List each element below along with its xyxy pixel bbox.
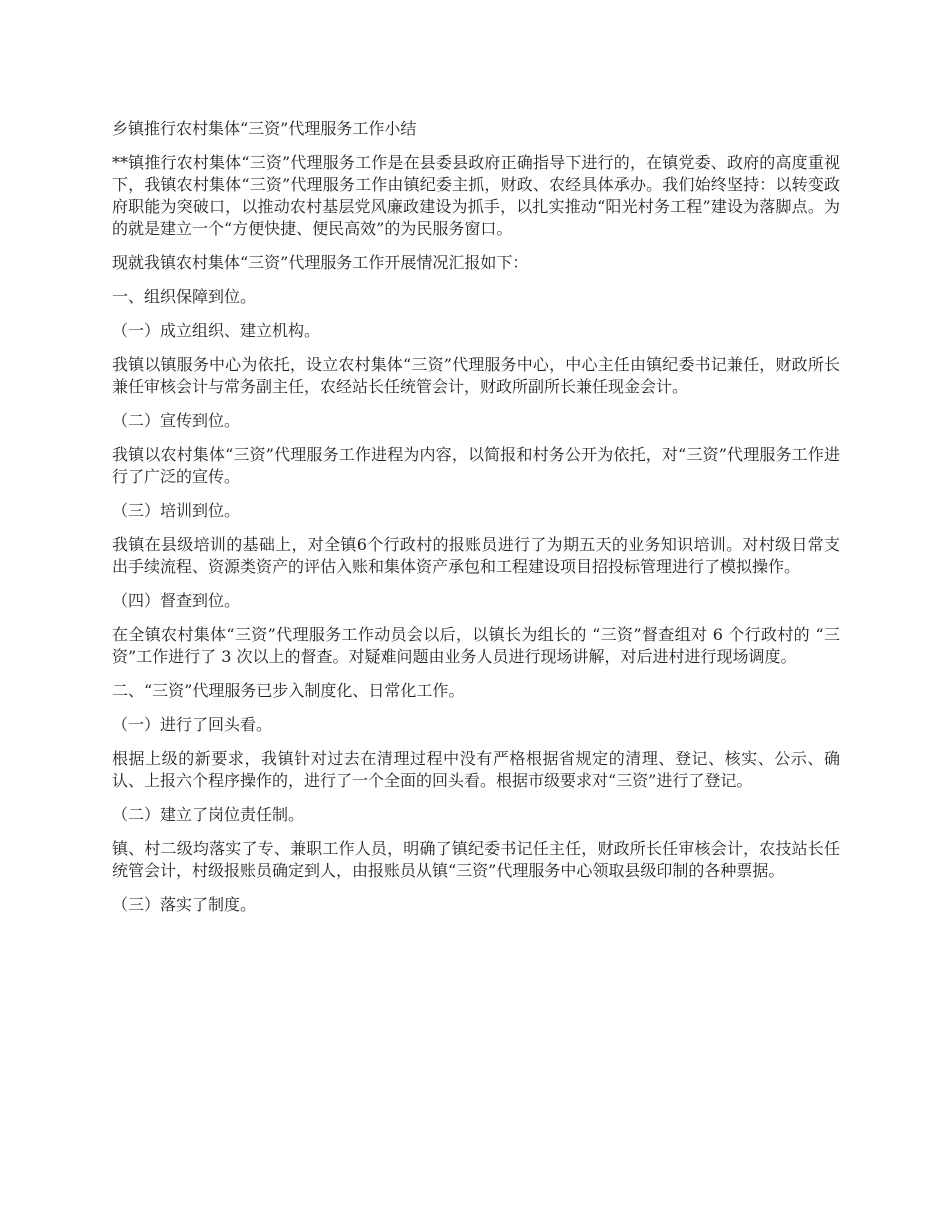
section-heading-2: 二、“三资”代理服务已步入制度化、日常化工作。 [112, 681, 465, 700]
intro-paragraph: **镇推行农村集体“三资”代理服务工作是在县委县政府正确指导下进行的，在镇党委、政府的高度重视下，我镇农村集体“三资”代理服务工作由镇纪委主抓，财政、农经具体承办。我们始终坚持：以转变政府职能为突破口，以推动农村基层党风廉政建设为抓手，以扎实推动“阳光村务工程”建设为落脚点。为的就是建立一个“方便快捷、便民高效”的为民服务窗口。 [112, 153, 840, 238]
subsection-heading-1-2: （二）宣传到位。 [112, 411, 241, 430]
paragraph-publicity: 我镇以农村集体“三资”代理服务工作进程为内容，以简报和村务公开为依托，对“三资”代理服务工作进行了广泛的宣传。 [112, 445, 840, 486]
subsection-heading-2-2: （二）建立了岗位责任制。 [112, 805, 305, 824]
paragraph-review: 根据上级的新要求，我镇针对过去在清理过程中没有严格根据省规定的清理、登记、核实、公示、确认、上报六个程序操作的，进行了一个全面的回头看。根据市级要求对“三资”进行了登记。 [112, 749, 840, 790]
paragraph-responsibility: 镇、村二级均落实了专、兼职工作人员，明确了镇纪委书记任主任，财政所长任审核会计，农技站长任统管会计，村级报账员确定到人，由报账员从镇“三资”代理服务中心领取县级印制的各种票据。 [112, 839, 840, 880]
document-page [112, 118, 840, 928]
subsection-heading-1-1: （一）成立组织、建立机构。 [112, 321, 321, 340]
paragraph-training: 我镇在县级培训的基础上，对全镇6个行政村的报账员进行了为期五天的业务知识培训。对村级日常支出手续流程、资源类资产的评估入账和集体资产承包和工程建设项目招投标管理进行了模拟操作。 [112, 535, 840, 576]
section-heading-1: 一、组织保障到位。 [112, 287, 257, 306]
paragraph-inspection: 在全镇农村集体“三资”代理服务工作动员会以后，以镇长为组长的 “三资”督查组对 6 个行政村的 “三资”工作进行了 3 次以上的督查。对疑难问题由业务人员进行现场讲解，对后进村进行现场调度。 [112, 625, 840, 666]
subsection-heading-1-4: （四）督查到位。 [112, 591, 241, 610]
subsection-heading-2-1: （一）进行了回头看。 [112, 715, 273, 734]
paragraph-organization: 我镇以镇服务中心为依托，设立农村集体“三资”代理服务中心，中心主任由镇纪委书记兼任，财政所长兼任审核会计与常务副主任，农经站长任统管会计，财政所副所长兼任现金会计。 [112, 355, 840, 396]
document-title: 乡镇推行农村集体“三资”代理服务工作小结 [112, 119, 417, 138]
report-lead-paragraph: 现就我镇农村集体“三资”代理服务工作开展情况汇报如下： [112, 253, 529, 272]
subsection-heading-2-3: （三）落实了制度。 [112, 895, 257, 914]
subsection-heading-1-3: （三）培训到位。 [112, 501, 241, 520]
